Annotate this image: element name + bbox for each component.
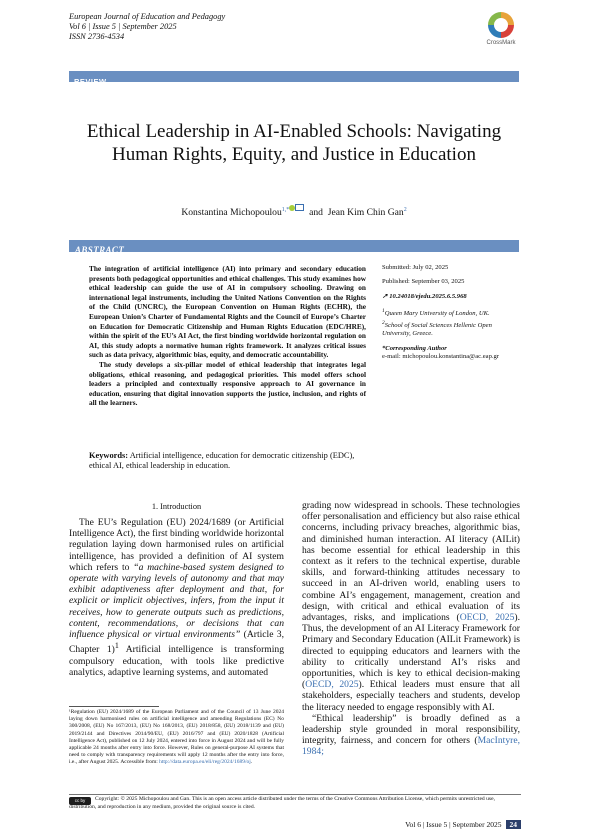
crossmark-badge[interactable]	[484, 12, 518, 46]
section-type-label: REVIEW	[74, 77, 107, 86]
corresponding-author: *Corresponding Author e-mail: michopoulou.konstantina@ac.eap.gr	[382, 345, 522, 362]
corresponding-email[interactable]: e-mail: michopoulou.konstantina@ac.eap.gr	[382, 353, 500, 361]
article-title: Ethical Leadership in AI-Enabled Schools: Navigating Human Rights, Equity, and Justice in Education	[86, 121, 502, 165]
submitted-date: Submitted: July 02, 2025	[382, 264, 449, 271]
citation-oecd-2[interactable]: OECD, 2025	[305, 679, 359, 691]
journal-header	[69, 12, 225, 43]
crossmark-icon	[488, 12, 514, 38]
abstract-paragraph-2: The study develops a six-pillar model of ethical leadership that integrates legal obligations, ethical reasoning, and pedagogical priorities. This model offers school leaders a principled and contextually responsive approach to AI governance in education, ensuring that digital innovation supports the justice, inclusion, and rights of all the learners.	[89, 359, 366, 408]
affiliations	[382, 307, 522, 339]
citation-oecd-1[interactable]: OECD, 2025	[459, 612, 515, 624]
abstract-text	[89, 264, 366, 408]
author-2: Jean Kim Chin Gan	[327, 207, 404, 219]
keywords-text: Artificial intelligence, education for democratic citizenship (EDC), ethical AI, ethical leadership in education.	[89, 451, 355, 470]
copyright-text: Copyright: © 2025 Michopoulou and Gan. This is an open access article distributed under the terms of the Creative Commons Attribution License, which permits unrestricted use, distribution, and reproduction in any medium, provided the original source is cited.	[69, 796, 495, 810]
intro-right-column	[302, 500, 520, 758]
author-line	[69, 204, 519, 218]
footer-issue: Vol 6 | Issue 5 | September 2025	[405, 820, 502, 829]
author-1-affil: 1,*	[281, 207, 290, 213]
keywords-label: Keywords:	[89, 451, 129, 460]
intro-left-column	[69, 517, 284, 678]
footnote-ref[interactable]: 1	[114, 641, 119, 651]
page-number: 24	[506, 820, 522, 829]
published-date: Published: September 03, 2025	[382, 278, 465, 286]
page-footer	[69, 820, 521, 829]
intro-paragraph-1: The EU’s Regulation (EU) 2024/1689 (or Artificial Intelligence Act), the first binding worldwide horizontal regulation laying down harmonised rules on artificial intelligence, has provided a definition of AI system which refers to “a machine-based system designed to operate with varying levels of autonomy and that may exhibit adaptiveness after deployment and that, for explicit or implicit objectives, infers, from the input it receives, how to generate outputs such as predictions, content, recommendations, or decisions that can influence physical or virtual environments” (Article 3, Chapter 1)$^1$ Artificial intelligence is transforming compulsory education, with tools like predictive analytics, adaptive learning systems, and automated	[69, 517, 285, 678]
footnote: ¹Regulation (EU) 2024/1689 of the European Parliament and of the Council of 13 June 2024 laying down harmonised rules on artificial intelligence and amending Regulations (EC) No 300/2008, (EU) No 167/2013, (EU) No 168/2013, (EU) 2018/858, (EU) 2018/1139 and (EU) 2019/2144 and Directives 2014/90/EU, (EU) 2016/797 and (EU) 2020/1828 (Artificial Intelligence Act), published on 12 July 2024, entered into force in August 2024 and will be fully applicable 24 months after entry into force. However, Rules on general-purpose AI systems that need to comply with transparency requirements will apply 12 months after the entry into force, i.e., after August 2025. Accessible from: http://data.europa.eu/eli/reg/2024/1689/oj.	[69, 709, 284, 766]
ai-act-quote: “a machine-based system designed to operate with varying levels of autonomy and that may exhibit adaptiveness after deployment and that, for explicit or implicit objectives, infers, from the input it receives, how to generate outputs such as predictions, content, recommendations, or decisions that can influence physical or virtual environments”	[69, 561, 284, 641]
article-info-sidebar	[382, 264, 522, 368]
abstract-label: ABSTRACT	[75, 245, 125, 255]
doi-link[interactable]: ↗ 10.24018/ejedu.2025.6.5.968	[382, 292, 467, 300]
section-type-bar	[69, 71, 519, 86]
journal-name: European Journal of Education and Pedagogy	[69, 12, 226, 21]
corresponding-label: Corresponding Author	[385, 344, 447, 352]
footnote-divider	[69, 706, 159, 707]
journal-issn: ISSN 2736-4534	[69, 32, 125, 42]
intro-paragraph-2: grading now widespread in schools. These technologies offer personalisation and efficiency but also raise ethical concerns, including privacy breaches, algorithmic bias, and diminished human interaction. AI literacy (AILit) has become essential for ethical leadership in this context as it refers to the technical expertise, durable skills, and forward-thinking attitudes necessary to succeed in an AI-driven world, enabling users to combine AI’s engagement, management, creation and design, with critical and ethical evaluation of its advantages, risks, and implications (OECD, 2025). Thus, the development of an AI Literacy Framework for Primary and Secondary Education (AILit Framework) is directed to equipping educators and learners with the ability to critically understand AI’s risks and opportunities, which is key to ethical decision-making (OECD, 2025). Ethical leaders must ensure that all stakeholders, especially teachers and students, develop the literacy needed to engage responsibly with AI.	[302, 500, 520, 713]
email-icon[interactable]	[295, 204, 304, 211]
author-1: Konstantina Michopoulou	[181, 207, 282, 219]
section-heading: 1. Introduction	[151, 502, 202, 511]
crossmark-label: CrossMark	[486, 40, 516, 46]
cc-by-icon[interactable]: cc by	[69, 797, 91, 805]
author-2-affil: 2	[403, 207, 407, 213]
affiliation-2: $^2$School of Social Sciences Hellenic Open University, Greece.	[382, 319, 492, 338]
citation-macintyre[interactable]: MacIntyre, 1984;	[302, 735, 520, 758]
affiliation-1: $^1$Queen Mary University of London, UK.	[382, 308, 490, 318]
author-conjunction: and	[309, 207, 323, 219]
keywords	[89, 451, 369, 471]
copyright-divider	[69, 794, 521, 795]
intro-paragraph-3: “Ethical leadership” is broadly defined as a leadership style grounded in moral responsibility, integrity, fairness, and concern for others (MacIntyre, 1984;	[302, 712, 520, 758]
journal-issue: Vol 6 | Issue 5 | September 2025	[69, 22, 177, 32]
footnote-link[interactable]: http://data.europa.eu/eli/reg/2024/1689/oj	[159, 759, 251, 766]
abstract-paragraph-1: The integration of artificial intelligence (AI) into primary and secondary education presents both pedagogical opportunities and ethical challenges. This study examines how ethical leadership can guide the use of AI in compulsory schooling. Drawing on international legal instruments, including the United Nations Convention on the Rights of the Child (UNCRC), the European Convention on Human Rights (ECHR), the European Union’s Charter of Fundamental Rights and the Council of Europe’s Charter on Education for Democratic Citizenship and Human Rights Education (EDC/HRE), within the spirit of the EU’s AI Act, the first binding worldwide horizontal regulation on AI, this study adopts a normative human rights framework. It analyzes critical issues such as data privacy, algorithmic bias, equity, and democratic accountability.	[89, 264, 366, 360]
abstract-bar	[69, 240, 519, 255]
